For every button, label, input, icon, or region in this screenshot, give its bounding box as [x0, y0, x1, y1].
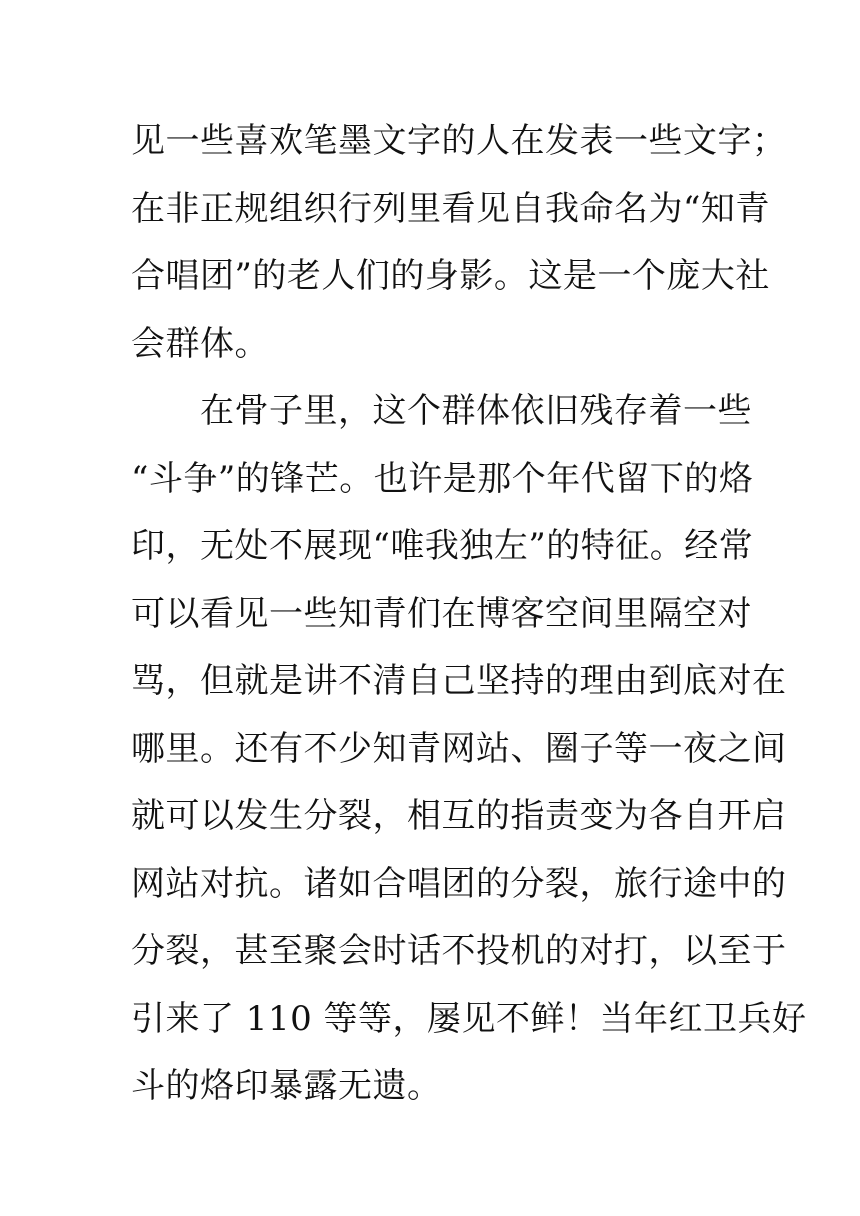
text-line-3: 合唱团”的老人们的身影。这是一个庞大社	[131, 256, 770, 296]
text-line-14: 引来了 110 等等，屡见不鲜！当年红卫兵好	[131, 998, 807, 1039]
text-line-7: 印，无处不展现“唯我独左”的特征。经常	[131, 526, 754, 566]
text-line-5: 在骨子里，这个群体依旧残存着一些	[131, 391, 752, 431]
text-line-8: 可以看见一些知青们在博客空间里隔空对	[131, 593, 752, 634]
text-line-13: 分裂，甚至聚会时话不投机的对打，以至于	[131, 931, 787, 971]
text-line-4: 会群体。	[131, 323, 269, 364]
text-line-15: 斗的烙印暴露无遗。	[131, 1066, 442, 1106]
body-text	[131, 108, 807, 1121]
text-line-11: 就可以发生分裂，相互的指责变为各自开启	[131, 796, 787, 836]
text-line-2: 在非正规组织行列里看见自我命名为“知青	[131, 188, 770, 229]
text-line-1: 见一些喜欢笔墨文字的人在发表一些文字；	[131, 121, 787, 161]
text-line-9: 骂，但就是讲不清自己坚持的理由到底对在	[131, 661, 787, 701]
text-line-10: 哪里。还有不少知青网站、圈子等一夜之间	[131, 728, 787, 769]
text-line-12: 网站对抗。诸如合唱团的分裂，旅行途中的	[131, 863, 787, 904]
text-line-6: “斗争”的锋芒。也许是那个年代留下的烙	[131, 458, 754, 499]
